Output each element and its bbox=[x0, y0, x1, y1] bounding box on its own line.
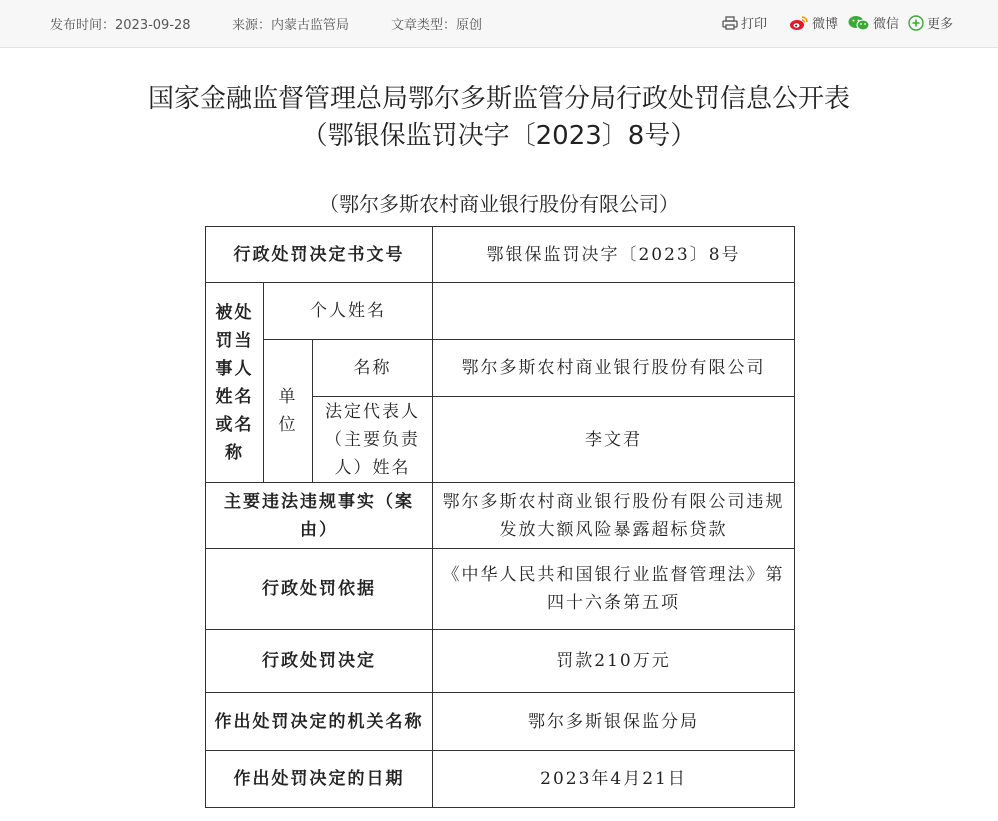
penalty-info-table bbox=[205, 226, 795, 808]
date-label: 作出处罚决定的日期 bbox=[206, 751, 433, 808]
legal-rep-label: 法定代表人（主要负责人）姓名 bbox=[313, 397, 433, 483]
authority-label: 作出处罚决定的机关名称 bbox=[206, 693, 433, 751]
wechat-share-button[interactable]: 微信 bbox=[848, 13, 899, 32]
table-row bbox=[206, 751, 795, 808]
doc-no-label: 行政处罚决定书文号 bbox=[206, 227, 433, 283]
party-label: 被处罚当事人姓名或名称 bbox=[206, 283, 264, 483]
article-type: 文章类型：原创 bbox=[391, 18, 483, 33]
page-subtitle: （鄂银保监罚决字〔2023〕8号） bbox=[301, 121, 697, 151]
unit-name-value: 鄂尔多斯农村商业银行股份有限公司 bbox=[433, 340, 795, 397]
more-share-button[interactable]: 更多 bbox=[908, 13, 953, 32]
print-button[interactable]: 打印 bbox=[722, 13, 767, 32]
facts-label: 主要违法违规事实（案由） bbox=[206, 483, 433, 549]
weibo-icon bbox=[789, 15, 809, 31]
doc-no-value: 鄂银保监罚决字〔2023〕8号 bbox=[433, 227, 795, 283]
individual-name-label: 个人姓名 bbox=[264, 283, 433, 340]
source: 来源：内蒙古监管局 bbox=[232, 18, 350, 33]
plus-circle-icon bbox=[908, 15, 924, 31]
page-title: 国家金融监督管理总局鄂尔多斯监管分局行政处罚信息公开表 bbox=[147, 84, 850, 114]
decision-value: 罚款210万元 bbox=[433, 630, 795, 693]
unit-name-label: 名称 bbox=[313, 340, 433, 397]
table-row bbox=[206, 693, 795, 751]
legal-rep-value: 李文君 bbox=[433, 397, 795, 483]
weibo-share-button[interactable]: 微博 bbox=[789, 13, 838, 32]
wechat-icon bbox=[848, 15, 870, 31]
table-row bbox=[206, 340, 795, 397]
basis-label: 行政处罚依据 bbox=[206, 549, 433, 630]
table-row bbox=[206, 483, 795, 549]
authority-value: 鄂尔多斯银保监分局 bbox=[433, 693, 795, 751]
facts-value: 鄂尔多斯农村商业银行股份有限公司违规发放大额风险暴露超标贷款 bbox=[433, 483, 795, 549]
table-row bbox=[206, 283, 795, 340]
printer-icon bbox=[722, 16, 738, 30]
table-row bbox=[206, 630, 795, 693]
decision-label: 行政处罚决定 bbox=[206, 630, 433, 693]
table-row bbox=[206, 227, 795, 283]
date-value: 2023年4月21日 bbox=[433, 751, 795, 808]
penalized-entity-heading: （鄂尔多斯农村商业银行股份有限公司） bbox=[319, 192, 679, 216]
article-info-bar bbox=[0, 0, 998, 48]
individual-name-value bbox=[433, 283, 795, 340]
publish-time: 发布时间：2023-09-28 bbox=[50, 18, 191, 33]
basis-value: 《中华人民共和国银行业监督管理法》第四十六条第五项 bbox=[433, 549, 795, 630]
table-row bbox=[206, 549, 795, 630]
unit-label: 单位 bbox=[264, 340, 313, 483]
